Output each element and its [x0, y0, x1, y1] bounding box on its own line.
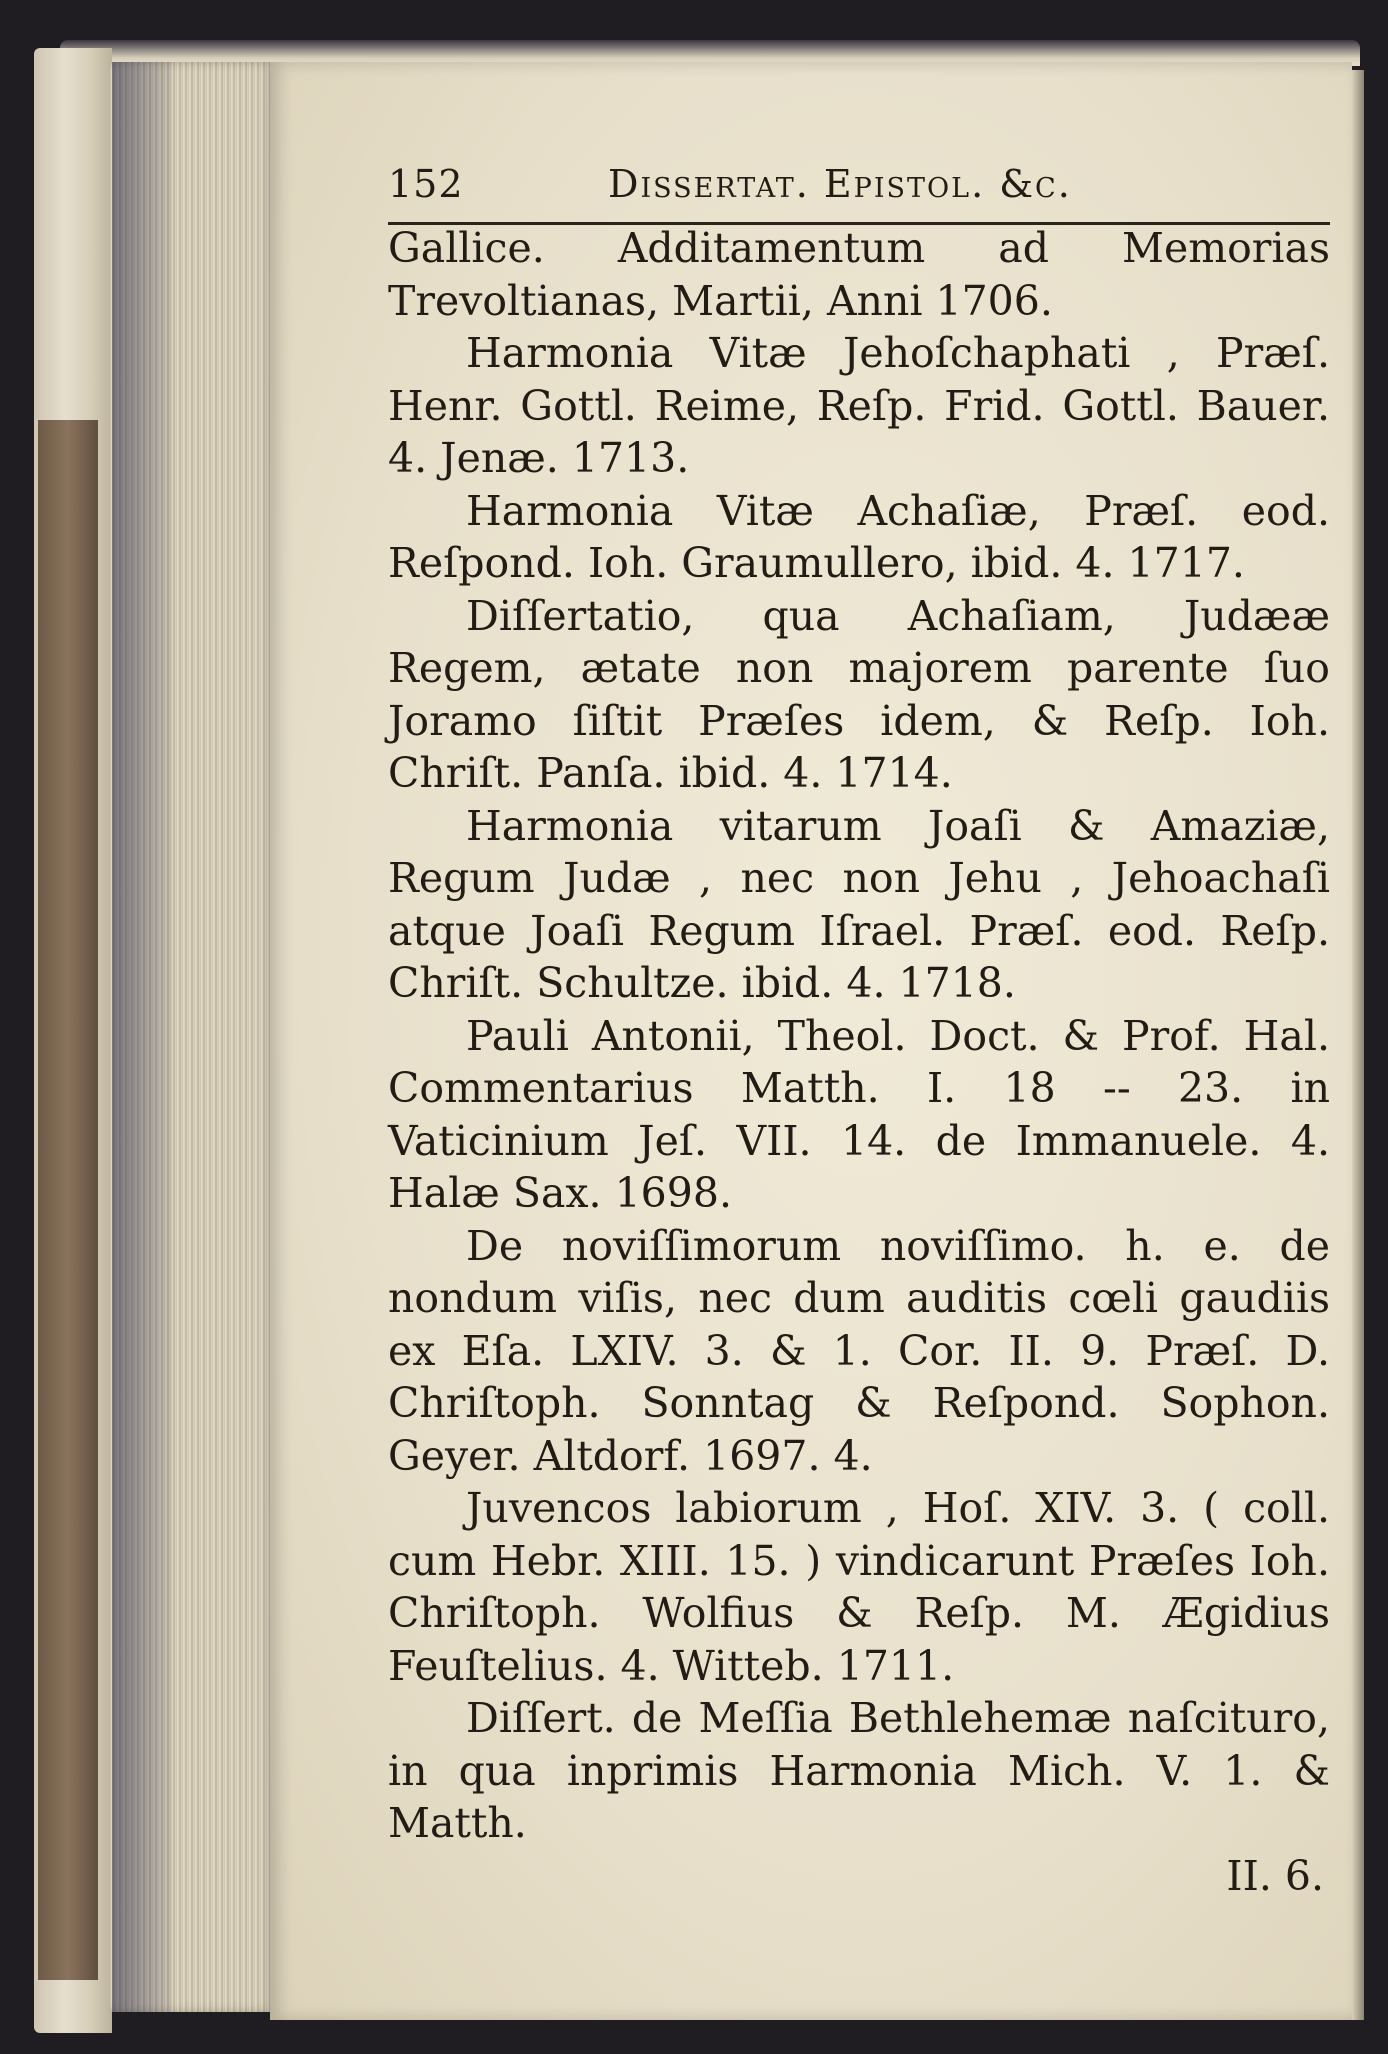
- page-edges-shadow: [112, 62, 172, 2012]
- entry-achasiae: Harmonia Vitæ Achaſiæ, Præſ. eod. Reſpond. Ioh. Graumullero, ibid. 4. 1717.: [388, 486, 1330, 587]
- entry-trevoltianas: Gallice. Additamentum ad Memorias Trevoltianas, Martii, Anni 1706.: [388, 224, 1330, 325]
- entry-joasi-amaziae: Harmonia vitarum Joaſi & Amaziæ, Regum Judæ , nec non Jehu , Jehoachaſi atque Joaſi Regum Iſrael. Præſ. eod. Reſp. Chriſt. Schultze. ibid. 4. 1718.: [388, 801, 1330, 1007]
- entry-pauli-antonii: Pauli Antonii, Theol. Doct. & Prof. Hal. Commentarius Matth. I. 18 -- 23. in Vaticinium Jeſ. VII. 14. de Immanuele. 4. Halæ Sax. 1698.: [388, 1011, 1330, 1217]
- page-number: 152: [388, 162, 464, 206]
- binding-leather: [38, 420, 98, 1980]
- entry-novissimorum: De noviſſimorum noviſſimo. h. e. de nondum viſis, nec dum auditis cœli gaudiis ex Eſa. LXIV. 3. & 1. Cor. II. 9. Præſ. D. Chriſtoph. Sonntag & Reſpond. Sophon. Geyer. Altdorf. 1697. 4.: [388, 1221, 1330, 1480]
- entry-jehoschaphat: Harmonia Vitæ Jehoſchaphati , Præſ. Henr. Gottl. Reime, Reſp. Frid. Gottl. Bauer. 4. Jenæ. 1713.: [388, 329, 1330, 482]
- catchword: II. 6.: [1226, 1851, 1324, 1900]
- running-head-title: Dissertat. Epistol. &c.: [608, 162, 1072, 206]
- entry-dissertatio-achasiam: Diſſertatio, qua Achaſiam, Judææ Regem, ætate non majorem parente ſuo Joramo ſiſtit Præſes idem, & Reſp. Ioh. Chriſt. Panſa. ibid. 4. 1714.: [388, 591, 1330, 797]
- running-head: [388, 158, 1330, 210]
- entry-juvencos: Juvencos labiorum , Hoſ. XIV. 3. ( coll. cum Hebr. XIII. 15. ) vindicarunt Præſes Ioh. Chriſtoph. Wolfius & Reſp. M. Ægidius Feuſtelius. 4. Witteb. 1711.: [388, 1484, 1330, 1690]
- header-rule: [388, 222, 1330, 225]
- text-block: [388, 158, 1330, 1902]
- page-right-edge: [1352, 70, 1364, 2020]
- entry-messia-bethlehem: Diſſert. de Meſſia Bethlehemæ naſcituro, in qua inprimis Harmonia Mich. V. 1. & Matth.: [388, 1694, 1330, 1847]
